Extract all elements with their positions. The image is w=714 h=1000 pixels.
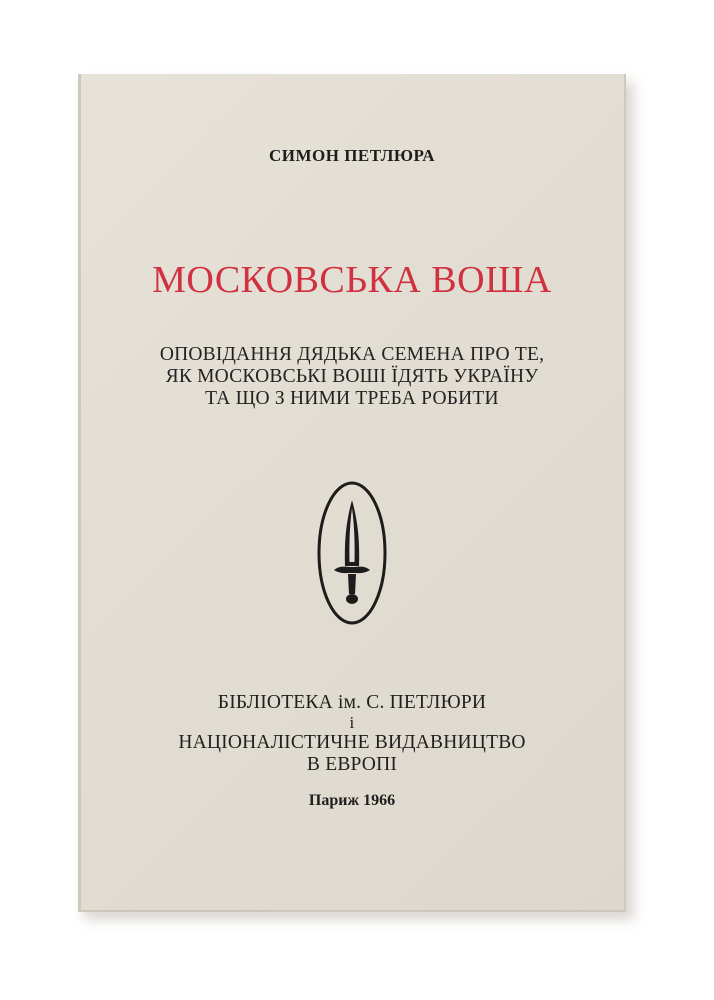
subtitle-line-2: ЯК МОСКОВСЬКІ ВОШІ ЇДЯТЬ УКРАЇНУ (165, 366, 539, 387)
publisher-line-1: БІБЛІОТЕКА ім. С. ПЕТЛЮРИ (217, 692, 487, 713)
book-title: МОСКОВСЬКА ВОША (152, 259, 552, 301)
author-name: СИМОН ПЕТЛЮРА (268, 146, 436, 165)
book-subtitle (118, 344, 586, 410)
book-cover (78, 74, 626, 912)
publisher-conjunction: і (349, 713, 355, 732)
publisher-block (78, 692, 626, 810)
subtitle-line-1: ОПОВІДАННЯ ДЯДЬКА СЕМЕНА ПРО ТЕ, (159, 344, 545, 365)
sword-in-oval-icon (314, 478, 390, 628)
subtitle-line-3: ТА ЩО З НИМИ ТРЕБА РОБИТИ (205, 388, 499, 409)
cover-edge (78, 74, 81, 912)
publisher-line-2: НАЦІОНАЛІСТИЧНЕ ВИДАВНИЦТВО (178, 732, 526, 753)
place-and-year: Париж 1966 (308, 792, 396, 809)
publisher-line-3: В ЕВРОПІ (306, 754, 398, 775)
